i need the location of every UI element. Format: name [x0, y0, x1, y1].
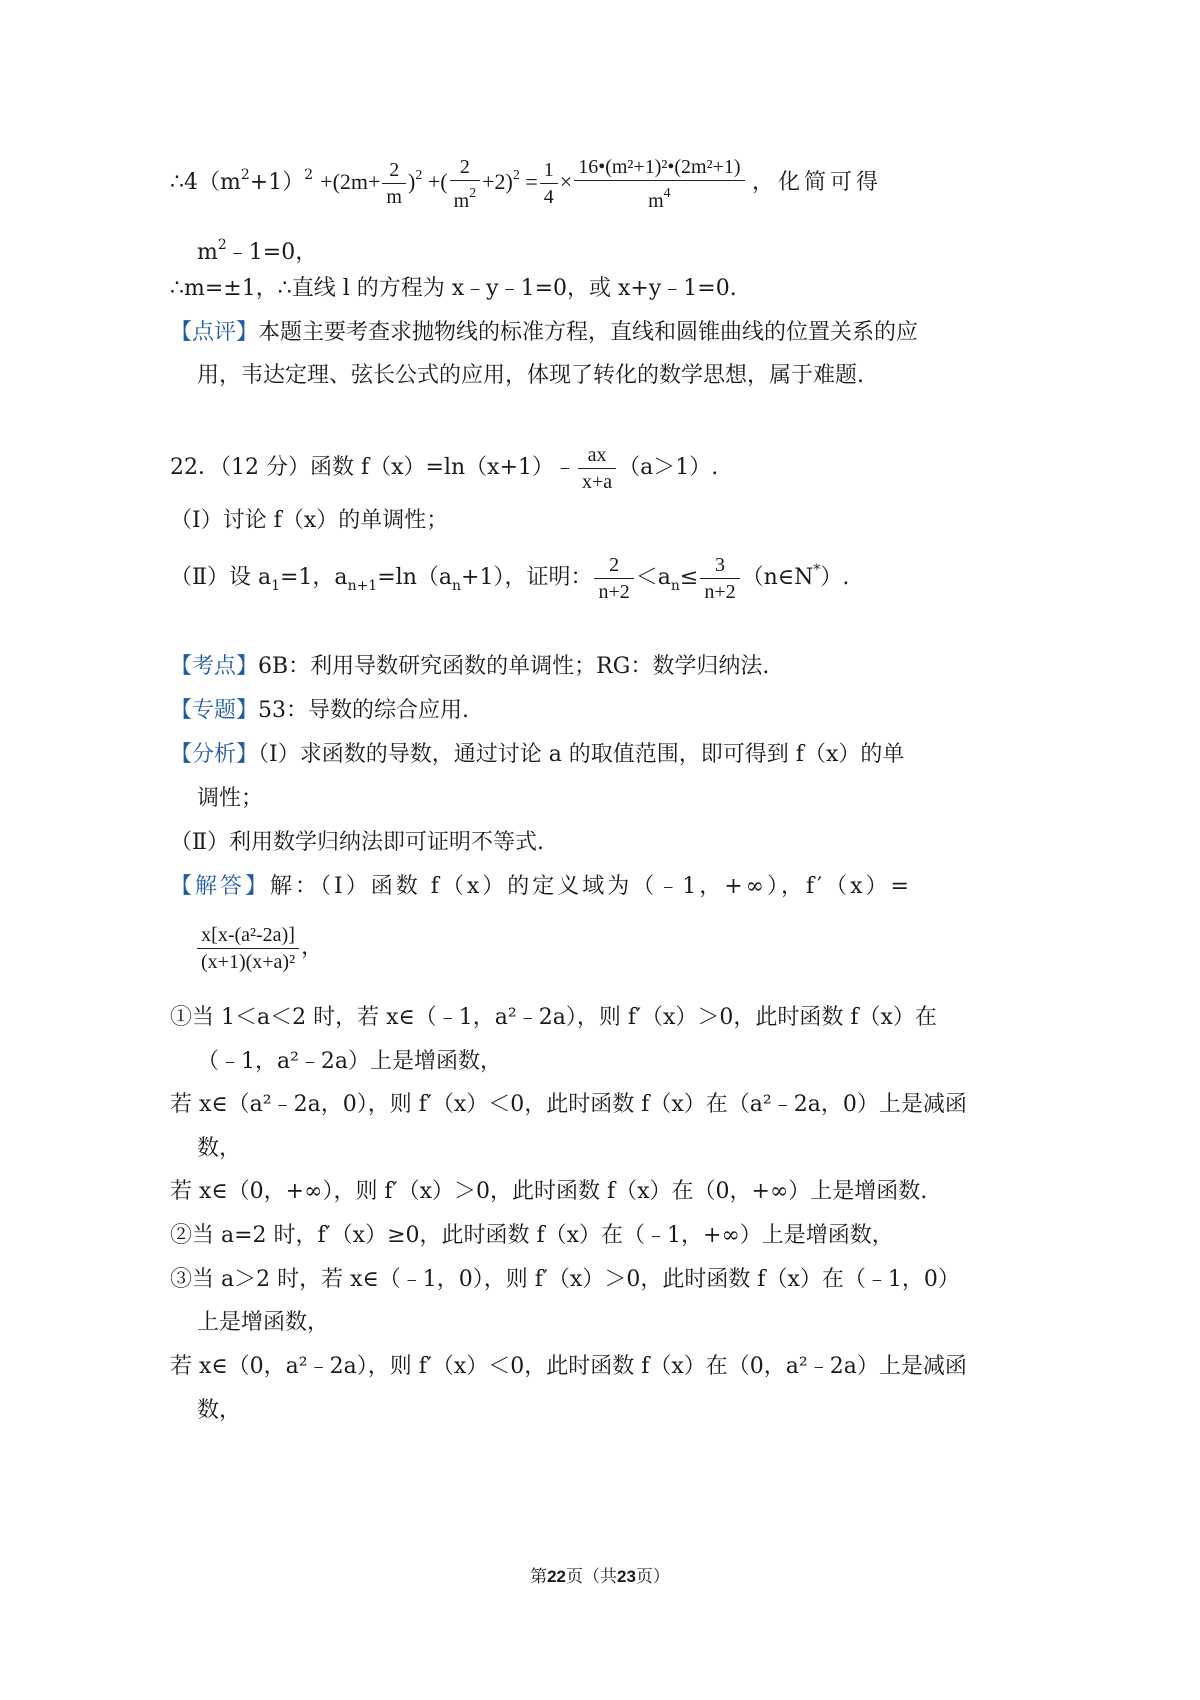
p2-a: （Ⅱ）设 a — [170, 565, 272, 590]
comment-text-1: 本题主要考查求抛物线的标准方程，直线和圆锥曲线的位置关系的应 — [258, 320, 919, 345]
p2-b: =1，a — [280, 565, 348, 590]
case-line-10: 数， — [197, 1398, 242, 1423]
eq-lead-mid: +1） — [249, 170, 305, 195]
q22-head-text: 22．（12 分）函数 f（x）=ln（x+1）﹣ — [170, 455, 577, 480]
eq2-a: m — [197, 240, 218, 265]
eq-equals: = — [525, 169, 538, 194]
equation-line-3: ∴m=±1，∴直线 l 的方程为 x﹣y﹣1=0，或 x+y﹣1=0. — [170, 276, 737, 301]
jieda-derivative — [195, 920, 323, 976]
eq-lead: ∴4（m — [170, 170, 241, 195]
derivative-den: (x+1)(x+a)² — [201, 950, 296, 973]
p2-frac-2-den: n+2 — [704, 580, 736, 603]
p2-h: ）. — [820, 565, 850, 590]
p2-f: ≤ — [679, 565, 699, 590]
p2-e: ＜a — [635, 565, 671, 590]
eq-t1-den: m — [386, 186, 402, 209]
eq-t1-frac — [382, 159, 406, 208]
q22-frac-num: ax — [578, 444, 616, 469]
eq-q-den: 4 — [543, 186, 554, 209]
case-line-3: 若 x∈（a²﹣2a，0），则 f′（x）＜0，此时函数 f（x）在（a²﹣2a，0）上是减函 — [170, 1092, 967, 1117]
eq-times: × — [559, 169, 573, 194]
comment-tag: 【点评】 — [170, 320, 259, 345]
footer-c: 页） — [635, 1567, 670, 1587]
eq2-b: ﹣1=0， — [226, 240, 318, 265]
eq-lead-exp: 2 — [304, 167, 314, 183]
p2-g: （n∈N — [741, 565, 814, 590]
fenxi-line-1 — [170, 740, 904, 770]
eq-t2-exp: 2 — [512, 168, 520, 183]
page-total: 23 — [617, 1567, 636, 1586]
derivative-tail: ， — [301, 935, 324, 960]
eq-big-den: m — [648, 189, 664, 212]
p2-frac-2 — [700, 554, 739, 603]
jieda-line-1 — [170, 872, 912, 902]
eq-term-1 — [320, 155, 752, 212]
case-line-7: ③当 a＞2 时，若 x∈（﹣1，0），则 f′（x）＞0，此时函数 f（x）在（﹣1，0） — [170, 1267, 960, 1292]
page-footer — [0, 1562, 1200, 1587]
eq-t2-open: ( — [440, 169, 448, 194]
eq-quarter-frac — [540, 159, 558, 208]
zhuanti-line — [170, 696, 469, 726]
footer-b: 页（共 — [566, 1567, 617, 1587]
p2-s4: n — [670, 578, 680, 594]
eq-t1-num: 2 — [382, 159, 406, 184]
fenxi-line-3: （Ⅱ）利用数学归纳法即可证明不等式. — [170, 830, 544, 855]
equation-line-2 — [197, 230, 317, 268]
case-line-6: ②当 a=2 时，f′（x）≥0，此时函数 f（x）在（﹣1，+∞）上是增函数， — [170, 1223, 894, 1248]
p2-frac-1-num: 2 — [594, 554, 633, 579]
fenxi-tag: 【分析】 — [170, 742, 259, 767]
q22-tail: （a＞1）. — [618, 455, 719, 480]
case-line-5: 若 x∈（0，+∞），则 f′（x）＞0，此时函数 f（x）在（0，+∞）上是增函数. — [170, 1179, 928, 1204]
eq-t2-frac — [450, 156, 481, 212]
jieda-text-1: 解：（Ⅰ）函数 f（x）的定义域为（﹣1，+∞），f′（x）= — [270, 874, 912, 899]
zhuanti-tag: 【专题】 — [170, 698, 259, 723]
p2-d: +1），证明： — [461, 565, 593, 590]
case-line-4: 数， — [197, 1136, 242, 1161]
case-line-1: ①当 1＜a＜2 时，若 x∈（﹣1，a²﹣2a），则 f′（x）＞0，此时函数 f（x）在 — [170, 1005, 937, 1030]
eq-t2-den-wrap — [450, 181, 481, 212]
p2-s3: n — [451, 578, 462, 594]
question-22-head — [170, 443, 718, 493]
p2-frac-2-num: 3 — [700, 554, 739, 579]
kaodian-text: 6B：利用导数研究函数的单调性；RG：数学归纳法. — [258, 654, 770, 679]
eq-t2-den: m — [453, 189, 470, 212]
p2-s1: 1 — [271, 578, 280, 594]
eq2-sup: 2 — [217, 237, 227, 253]
kaodian-tag: 【考点】 — [170, 654, 259, 679]
eq-t1-exp: 2 — [415, 168, 423, 183]
eq-big-den-sup: 4 — [663, 185, 671, 201]
eq-big-frac — [574, 156, 744, 212]
eq-t1-a: (2m+ — [332, 169, 381, 194]
jieda-tag: 【解答】 — [170, 874, 271, 899]
eq-q-num: 1 — [540, 159, 558, 184]
eq-lead-sup: 2 — [240, 167, 250, 183]
case-line-2: （﹣1，a²﹣2a）上是增函数， — [197, 1049, 503, 1074]
p2-s2: n+1 — [347, 578, 378, 594]
equation-line-1 — [170, 150, 882, 212]
derivative-num: x[x-(a²-2a)] — [197, 924, 299, 949]
eq-t1-close: ) — [407, 169, 416, 194]
kaodian-line — [170, 652, 769, 682]
derivative-frac — [197, 924, 299, 973]
p2-frac-1-den: n+2 — [598, 580, 630, 603]
case-line-9: 若 x∈（0，a²﹣2a），则 f′（x）＜0，此时函数 f（x）在（0，a²﹣2a）上是减函 — [170, 1354, 967, 1379]
p2-sup: * — [813, 562, 821, 578]
p2-c: =ln（a — [377, 565, 452, 590]
eq-plus-1: + — [320, 169, 333, 194]
zhuanti-text: 53：导数的综合应用. — [258, 698, 470, 723]
page-number: 22 — [547, 1567, 566, 1586]
fenxi-line-2: 调性； — [197, 786, 264, 811]
eq-plus-2: + — [427, 169, 441, 194]
eq-big-den-wrap — [574, 181, 744, 212]
q22-frac — [578, 444, 616, 493]
footer-a: 第 — [530, 1567, 548, 1587]
eq-t2-den-sup: 2 — [469, 185, 477, 201]
eq-tail: ，化简可得 — [752, 170, 883, 195]
eq-t2-num: 2 — [450, 156, 481, 181]
comment-line-2: 用，韦达定理、弦长公式的应用，体现了转化的数学思想，属于难题. — [197, 363, 864, 388]
eq-t2-b: +2) — [482, 169, 513, 194]
fenxi-text-1: （Ⅰ）求函数的导数，通过讨论 a 的取值范围，即可得到 f（x）的单 — [258, 742, 905, 767]
case-line-8: 上是增函数， — [197, 1310, 330, 1335]
comment-line-1 — [170, 318, 918, 348]
question-22-part2 — [170, 545, 849, 611]
q22-frac-den: x+a — [582, 470, 613, 493]
p2-frac-1 — [594, 554, 633, 603]
eq-big-num: 16•(m²+1)²•(2m²+1) — [574, 156, 744, 181]
question-22-part1: （Ⅰ）讨论 f（x）的单调性； — [170, 508, 449, 533]
